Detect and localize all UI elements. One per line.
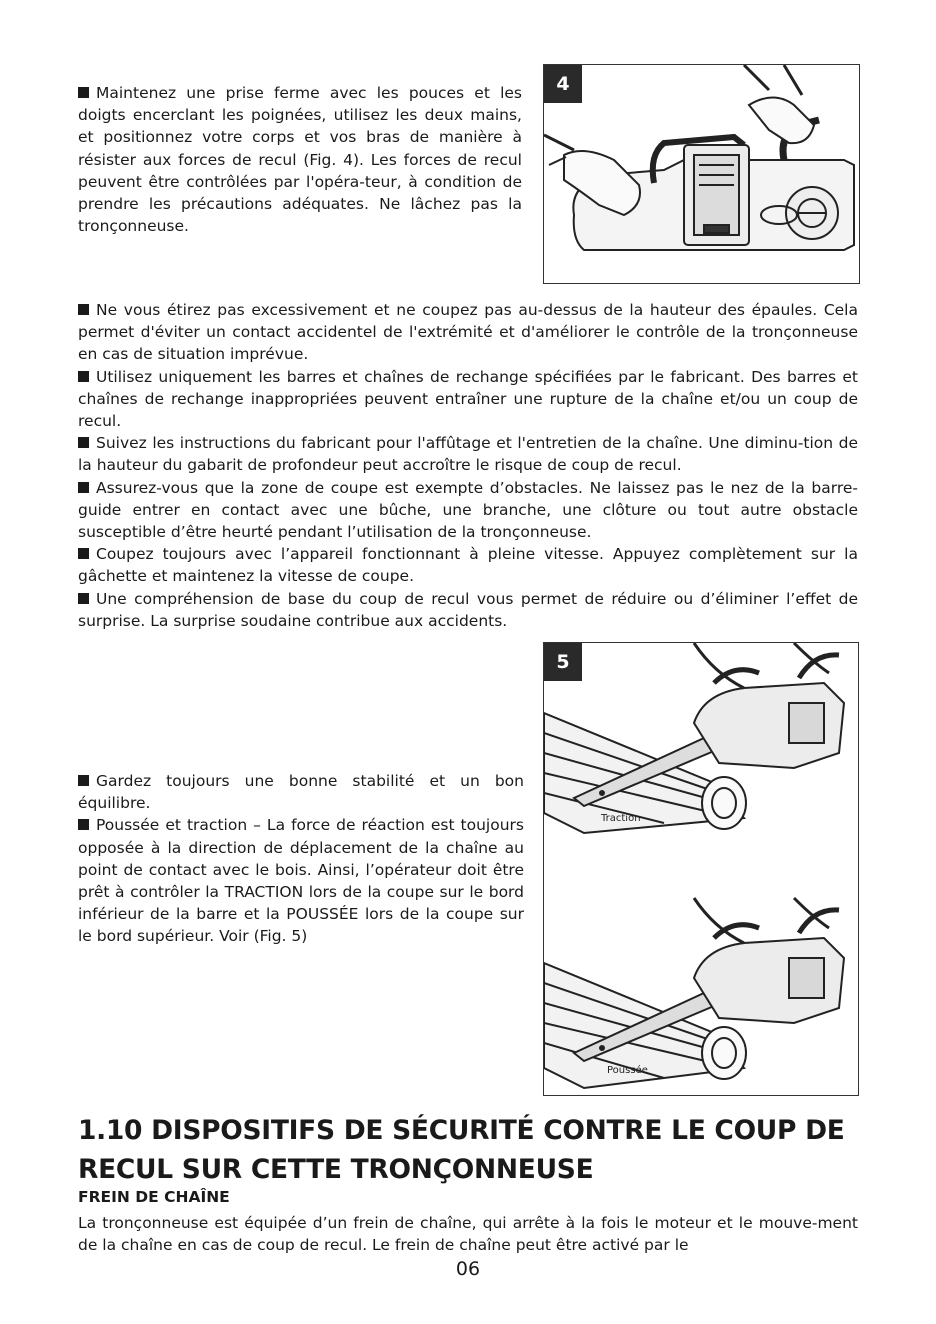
bullet-marker (78, 304, 89, 315)
bullet-text: Gardez toujours une bonne stabilité et un bon équilibre. (78, 772, 524, 813)
figure-5-push-pull (543, 642, 859, 1096)
bullet-text: Ne vous étirez pas excessivement et ne coupez pas au-dessus de la hauteur des épaules. Cela permet d'éviter un contact accidentel de l'extrémité et d'améliorer le contrôle de la tronçonneuse en cas de situation imprévue. (78, 301, 858, 364)
bullet-marker (78, 87, 89, 98)
bullet-marker (78, 437, 89, 448)
bullet-item (78, 366, 858, 433)
section-title: 1.10 DISPOSITIFS DE SÉCURITÉ CONTRE LE COUP DE RECUL SUR CETTE TRONÇONNEUSE (78, 1115, 845, 1185)
grip-text: Maintenez une prise ferme avec les pouces et les doigts encerclant les poignées, utilisez les deux mains, et positionnez votre corps et vos bras de manière à résister aux forces de recul (Fig. 4). Les forces de recul peuvent être contrôlées par l'opéra-teur, à condition de prendre les précautions adéquates. Ne lâchez pas la tronçonneuse. (78, 84, 522, 236)
bullet-marker (78, 819, 89, 830)
bullet-item (78, 814, 524, 947)
bullet-marker (78, 593, 89, 604)
page-number: 06 (455, 1258, 481, 1280)
poussee-caption: Poussée (607, 1065, 648, 1076)
bullet-marker (78, 482, 89, 493)
subsection-title: FREIN DE CHAÎNE (78, 1188, 230, 1206)
bullet-marker (78, 548, 89, 559)
figure-number: 5 (544, 643, 582, 681)
bullet-text: Coupez toujours avec l’appareil fonctionnant à pleine vitesse. Appuyez complètement sur la gâchette et maintenez la vitesse de coupe. (78, 545, 858, 586)
bullet-text: Une compréhension de base du coup de recul vous permet de réduire ou d’éliminer l’effet de surprise. La surprise soudaine contribue aux accidents. (78, 589, 858, 630)
push-pull-illustration (544, 643, 858, 1095)
bullet-text: Poussée et traction – La force de réaction est toujours opposée à la direction de déplacement de la chaîne au point de contact avec le bois. Ainsi, l’opérateur doit être prêt à contrôler la TRACTION lors de la coupe sur le bord inférieur de la barre et la POUSSÉE lors de la coupe sur le bord supérieur. Voir (Fig. 5) (78, 816, 524, 946)
figure-4-chainsaw-grip (543, 64, 860, 284)
bullet-text: Assurez-vous que la zone de coupe est exempte d’obstacles. Ne laissez pas le nez de la barre-guide entrer en contact avec une bûche, une branche, une clôture ou tout autre obstacle susceptible d’être heurté pendant l’utilisation de la tronçonneuse. (78, 478, 858, 542)
bullet-marker (78, 775, 89, 786)
figure-number: 4 (544, 65, 582, 103)
safety-bullets-list (78, 299, 858, 632)
bullet-marker (78, 371, 89, 382)
bullet-item (78, 770, 524, 814)
bullet-item (78, 477, 858, 544)
bullet-item (78, 588, 858, 632)
bullet-text: Utilisez uniquement les barres et chaînes de rechange spécifiées par le fabricant. Des barres et chaînes de rechange inappropriées peuvent entraîner une rupture de la chaîne et/ou un coup de recul. (78, 367, 858, 431)
grip-paragraph (78, 82, 522, 237)
bullet-item (78, 299, 858, 366)
bullet-text: Suivez les instructions du fabricant pour l'affûtage et l'entretien de la chaîne. Une diminu-tion de la hauteur du gabarit de profondeur peut accroître le risque de coup de recul. (78, 434, 858, 475)
chain-brake-paragraph: La tronçonneuse est équipée d’un frein de chaîne, qui arrête à la fois le moteur et le mouve-ment de la chaîne en cas de coup de recul. Le frein de chaîne peut être activé par le (78, 1214, 858, 1255)
traction-caption: Traction (601, 813, 641, 824)
bullet-item (78, 543, 858, 587)
bullet-item (78, 432, 858, 476)
chainsaw-grip-illustration (544, 65, 859, 283)
stability-bullets-list (78, 770, 524, 948)
